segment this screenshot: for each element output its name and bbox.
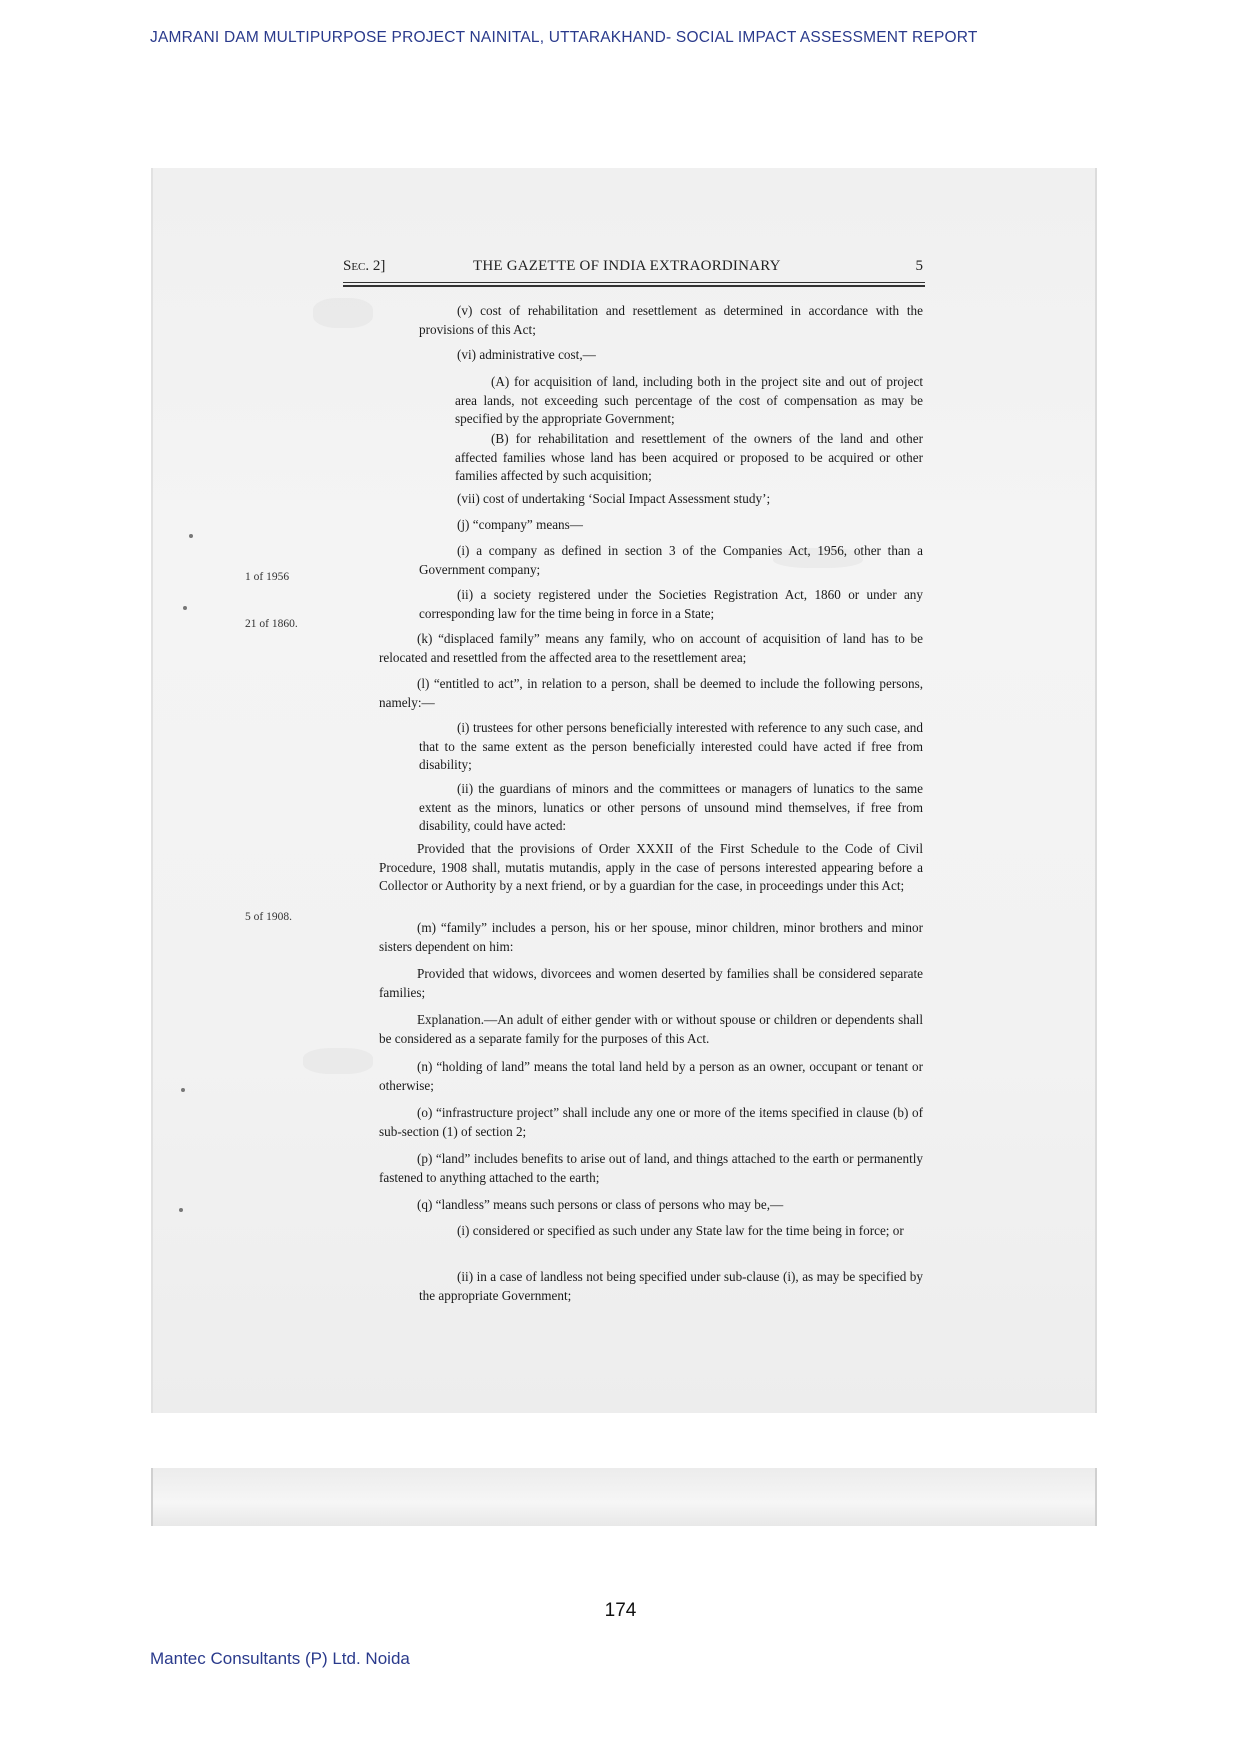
paragraph: (vi) administrative cost,— [457,347,596,362]
scanned-page-edge [151,1468,1097,1526]
gazette-page-number: 5 [915,258,923,274]
report-footer: Mantec Consultants (P) Ltd. Noida [150,1649,410,1668]
paragraph: (i) a company as defined in section 3 of the Companies Act, 1956, other than a Government company; [419,543,923,577]
scanned-gazette-page [151,168,1097,1413]
paragraph: (ii) in a case of landless not being specified under sub-clause (i), as may be specified by the appropriate Government; [419,1269,923,1303]
paragraph: (vii) cost of undertaking ‘Social Impact Assessment study’; [457,491,771,506]
page-number: 174 [604,1600,637,1621]
paragraph: (p) “land” includes benefits to arise out of land, and things attached to the earth or permanently fastened to anything attached to the earth; [379,1151,923,1185]
paragraph: (n) “holding of land” means the total land held by a person as an owner, occupant or tenant or otherwise; [379,1059,923,1093]
gazette-section: Sec. 2] [343,258,386,274]
paragraph: (i) trustees for other persons beneficially interested with reference to any such case, and that to the same extent as the person beneficially interested could have acted if free from disability; [419,720,923,772]
scan-smudge [303,1048,373,1074]
scan-mark [181,1088,185,1092]
paragraph: (ii) a society registered under the Societies Registration Act, 1860 or under any corresponding law for the time being in force in a State; [419,587,923,621]
header-rule [343,282,925,283]
scan-mark [183,606,187,610]
paragraph: (i) considered or specified as such under any State law for the time being in force; or [457,1223,904,1238]
paragraph: (v) cost of rehabilitation and resettlement as determined in accordance with the provisions of this Act; [419,303,923,337]
paragraph: (l) “entitled to act”, in relation to a person, shall be deemed to include the following persons, namely:— [379,676,923,710]
report-header: JAMRANI DAM MULTIPURPOSE PROJECT NAINITAL, UTTARAKHAND- SOCIAL IMPACT ASSESSMENT REPORT [150,29,978,46]
paragraph: (q) “landless” means such persons or class of persons who may be,— [417,1197,784,1212]
margin-note: 1 of 1956 [245,571,290,583]
paragraph: (B) for rehabilitation and resettlement of the owners of the land and other affected families whose land has been acquired or proposed to be acquired or other families affected by such acquisition; [455,431,923,483]
scan-mark [179,1208,183,1212]
paragraph: (k) “displaced family” means any family, who on account of acquisition of land has to be relocated and resettled from the affected area to the resettlement area; [379,631,923,665]
scan-mark [189,534,193,538]
paragraph: Provided that the provisions of Order XXXII of the First Schedule to the Code of Civil Procedure, 1908 shall, mutatis mutandis, apply in the case of persons interested appearing before a Collector or Authority by a next friend, or by a guardian for the case, in proceedings under this Act; [379,841,923,893]
paragraph: (o) “infrastructure project” shall include any one or more of the items specified in clause (b) of sub-section (1) of section 2; [379,1105,923,1139]
paragraph: Provided that widows, divorcees and women deserted by families shall be considered separate families; [379,966,923,1000]
header-rule [343,285,925,287]
paragraph: (ii) the guardians of minors and the committees or managers of lunatics to the same extent as the minors, lunatics or other persons of unsound mind themselves, if free from disability, could have acted: [419,781,923,833]
paragraph: Explanation.—An adult of either gender with or without spouse or children or dependents shall be considered as a separate family for the purposes of this Act. [379,1012,923,1046]
gazette-title: THE GAZETTE OF INDIA EXTRAORDINARY [473,258,781,274]
margin-note: 5 of 1908. [245,911,292,923]
gazette-header [343,258,923,280]
paragraph: (m) “family” includes a person, his or her spouse, minor children, minor brothers and minor sisters dependent on him: [379,920,923,954]
paragraph: (j) “company” means— [457,517,583,532]
scan-smudge [313,298,373,328]
paragraph: (A) for acquisition of land, including both in the project site and out of project area lands, not exceeding such percentage of the cost of compensation as may be specified by the appropriate Government; [455,374,923,426]
margin-note: 21 of 1860. [245,618,298,630]
